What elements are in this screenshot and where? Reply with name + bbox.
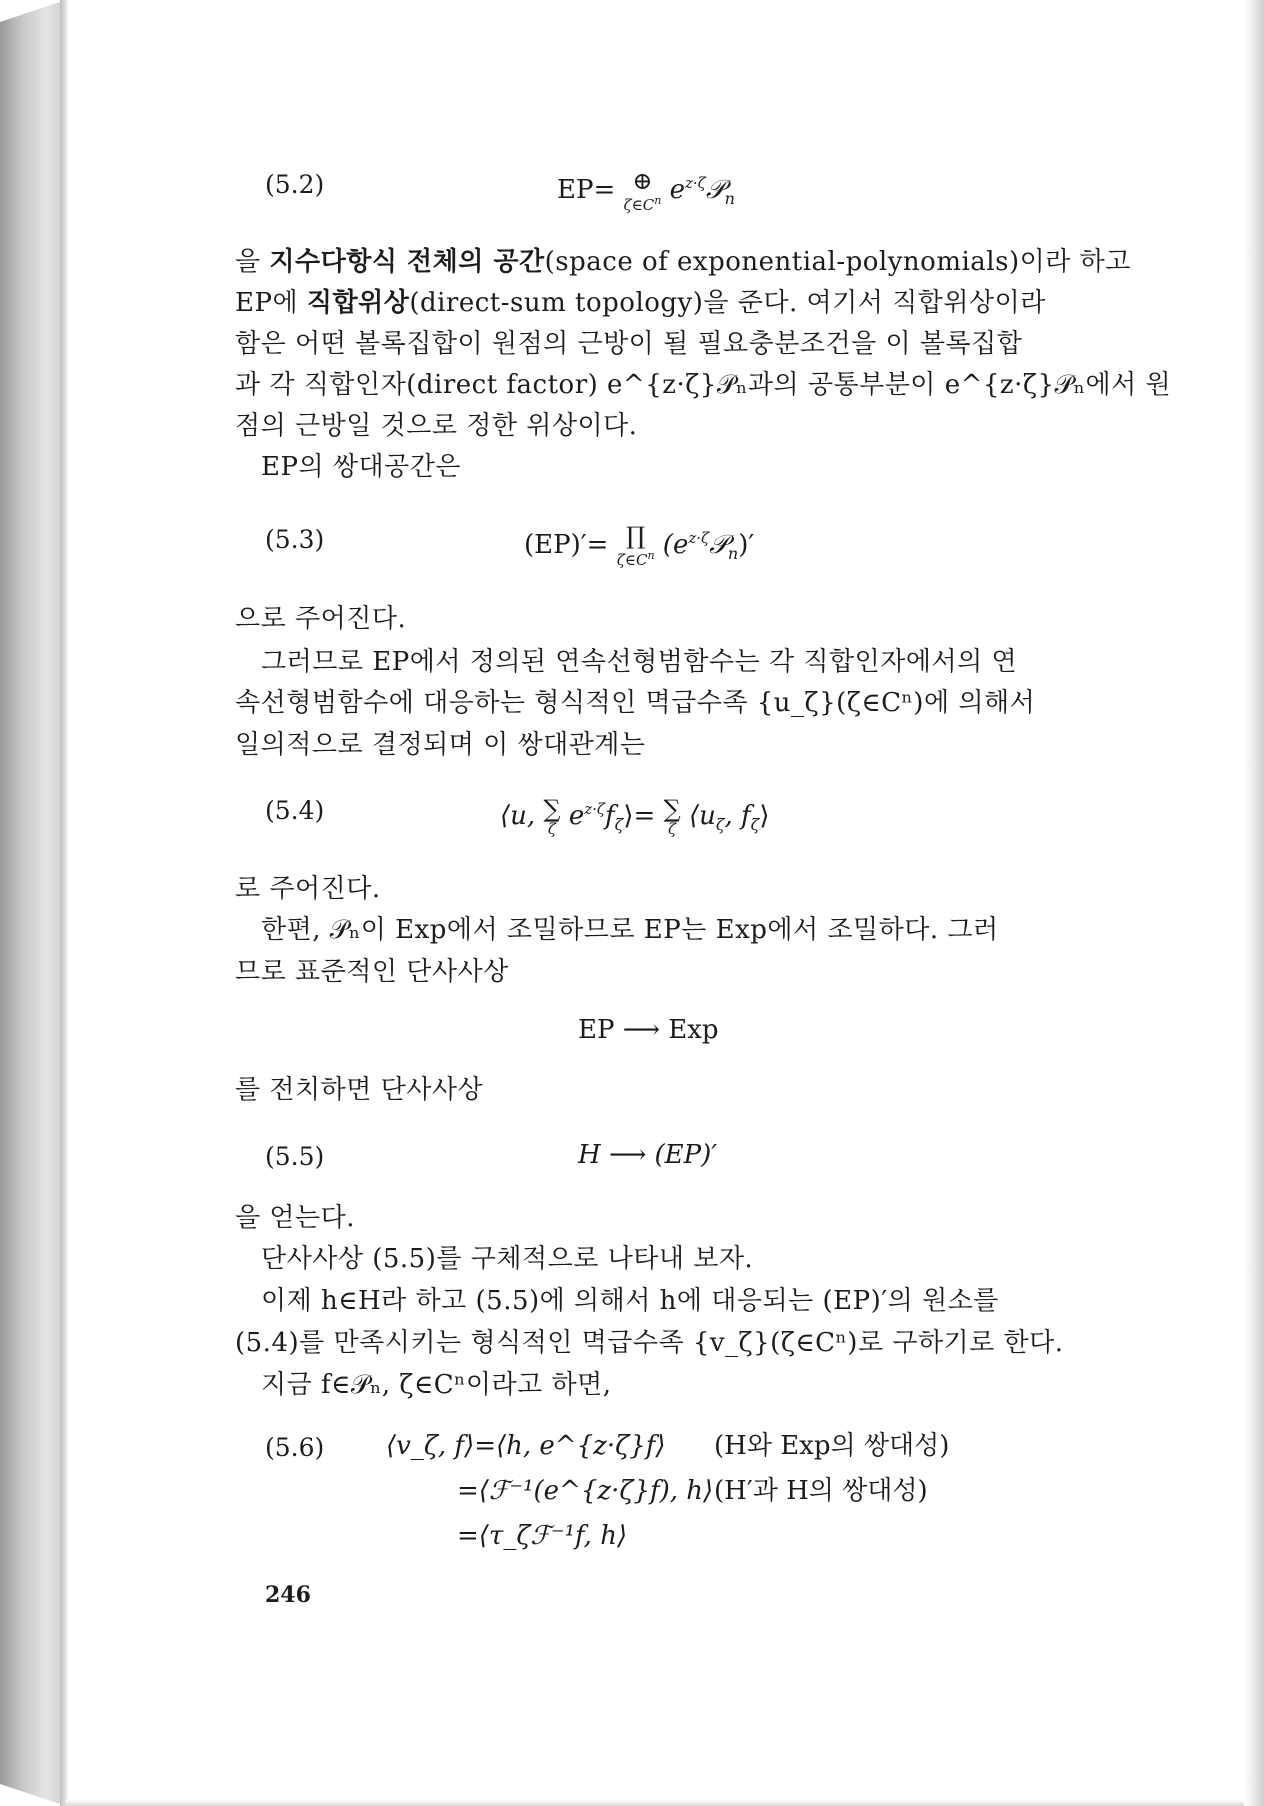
text-line-13: 므로 표준적인 단사사상 (235, 957, 509, 987)
equation-number-5-4: (5.4) (265, 796, 325, 825)
text-line-19: 지금 f∈𝒫ₙ, ζ∈Cⁿ이라고 하면, (261, 1370, 612, 1400)
equation-5-5: H ⟶ (EP)′ (578, 1140, 718, 1170)
text-line-16: 단사사상 (5.5)를 구체적으로 나타내 보자. (261, 1244, 754, 1274)
equation-number-5-2: (5.2) (265, 170, 325, 199)
equation-5-6-note-2: (H′과 H의 쌍대성) (714, 1476, 928, 1506)
text-line-17: 이제 h∈H라 하고 (5.5)에 의해서 h에 대응되는 (EP)′의 원소를 (261, 1286, 999, 1316)
equation-5-2: EP= ⊕ $\zeta\in C^n$ $e^{z\cdot\zeta}𝒫_n$ (557, 167, 735, 214)
equation-5-6-line-3: =⟨τ_ζℱ⁻¹f, h⟩ (457, 1521, 628, 1551)
text-line-10: 일의적으로 결정되며 이 쌍대관계는 (235, 730, 646, 760)
text-line-5: 점의 근방일 것으로 정한 위상이다. (235, 411, 638, 441)
equation-5-4: ⟨u, ∑ ζ $e^{z\cdot\zeta}f_\zeta⟩=$ ∑ ζ $⟨u_\zeta$, $f_\zeta⟩$ (500, 795, 770, 838)
text-line-12: 한편, 𝒫ₙ이 Exp에서 조밀하므로 EP는 Exp에서 조밀하다. 그러 (261, 915, 999, 945)
text-line-18: (5.4)를 만족시키는 형식적인 멱급수족 {v_ζ}(ζ∈Cⁿ)로 구하기로 한다. (235, 1328, 1064, 1358)
spine-shade (60, 0, 68, 1806)
text-line-2: EP에 직합위상(direct-sum topology)을 준다. 여기서 직합위상이라 (235, 288, 1046, 318)
text-line-8: 그러므로 EP에서 정의된 연속선형범함수는 각 직합인자에서의 연 (261, 647, 1018, 677)
equation-ep-exp: EP ⟶ Exp (578, 1015, 719, 1045)
equation-number-5-3: (5.3) (265, 525, 325, 554)
equation-number-5-6: (5.6) (265, 1433, 325, 1462)
text-line-14: 를 전치하면 단사사상 (235, 1075, 484, 1105)
equation-5-3: (EP)′= ∏ $\zeta\in C^n$ $(e^{z\cdot\zeta}𝒫_n)'$ (524, 522, 755, 569)
book-page (68, 0, 1244, 1806)
page-number: 246 (265, 1582, 311, 1608)
equation-5-6-line-1: ⟨v_ζ, f⟩=⟨h, e^{z·ζ}f⟩ (386, 1431, 666, 1461)
text-line-4: 과 각 직합인자(direct factor) e^{z·ζ}𝒫ₙ과의 공통부분이 e^{z·ζ}𝒫ₙ에서 원 (235, 370, 1172, 400)
equation-number-5-5: (5.5) (265, 1142, 325, 1171)
text-line-11: 로 주어진다. (235, 874, 381, 904)
equation-5-6-line-2: =⟨ℱ⁻¹(e^{z·ζ}f), h⟩ (457, 1476, 714, 1506)
text-line-9: 속선형범함수에 대응하는 형식적인 멱급수족 {u_ζ}(ζ∈Cⁿ)에 의해서 (235, 688, 1036, 718)
book-spine (0, 0, 66, 1806)
text-line-6: EP의 쌍대공간은 (261, 452, 461, 482)
equation-5-6-note-1: (H와 Exp의 쌍대성) (714, 1431, 950, 1461)
page-edge-right (1244, 0, 1264, 1806)
text-line-3: 함은 어떤 볼록집합이 원점의 근방이 될 필요충분조건을 이 볼록집합 (235, 329, 1023, 359)
text-line-1: 을 지수다항식 전체의 공간(space of exponential-polynomials)이라 하고 (235, 247, 1131, 277)
text-line-7: 으로 주어진다. (235, 604, 407, 634)
text-line-15: 을 얻는다. (235, 1203, 355, 1233)
